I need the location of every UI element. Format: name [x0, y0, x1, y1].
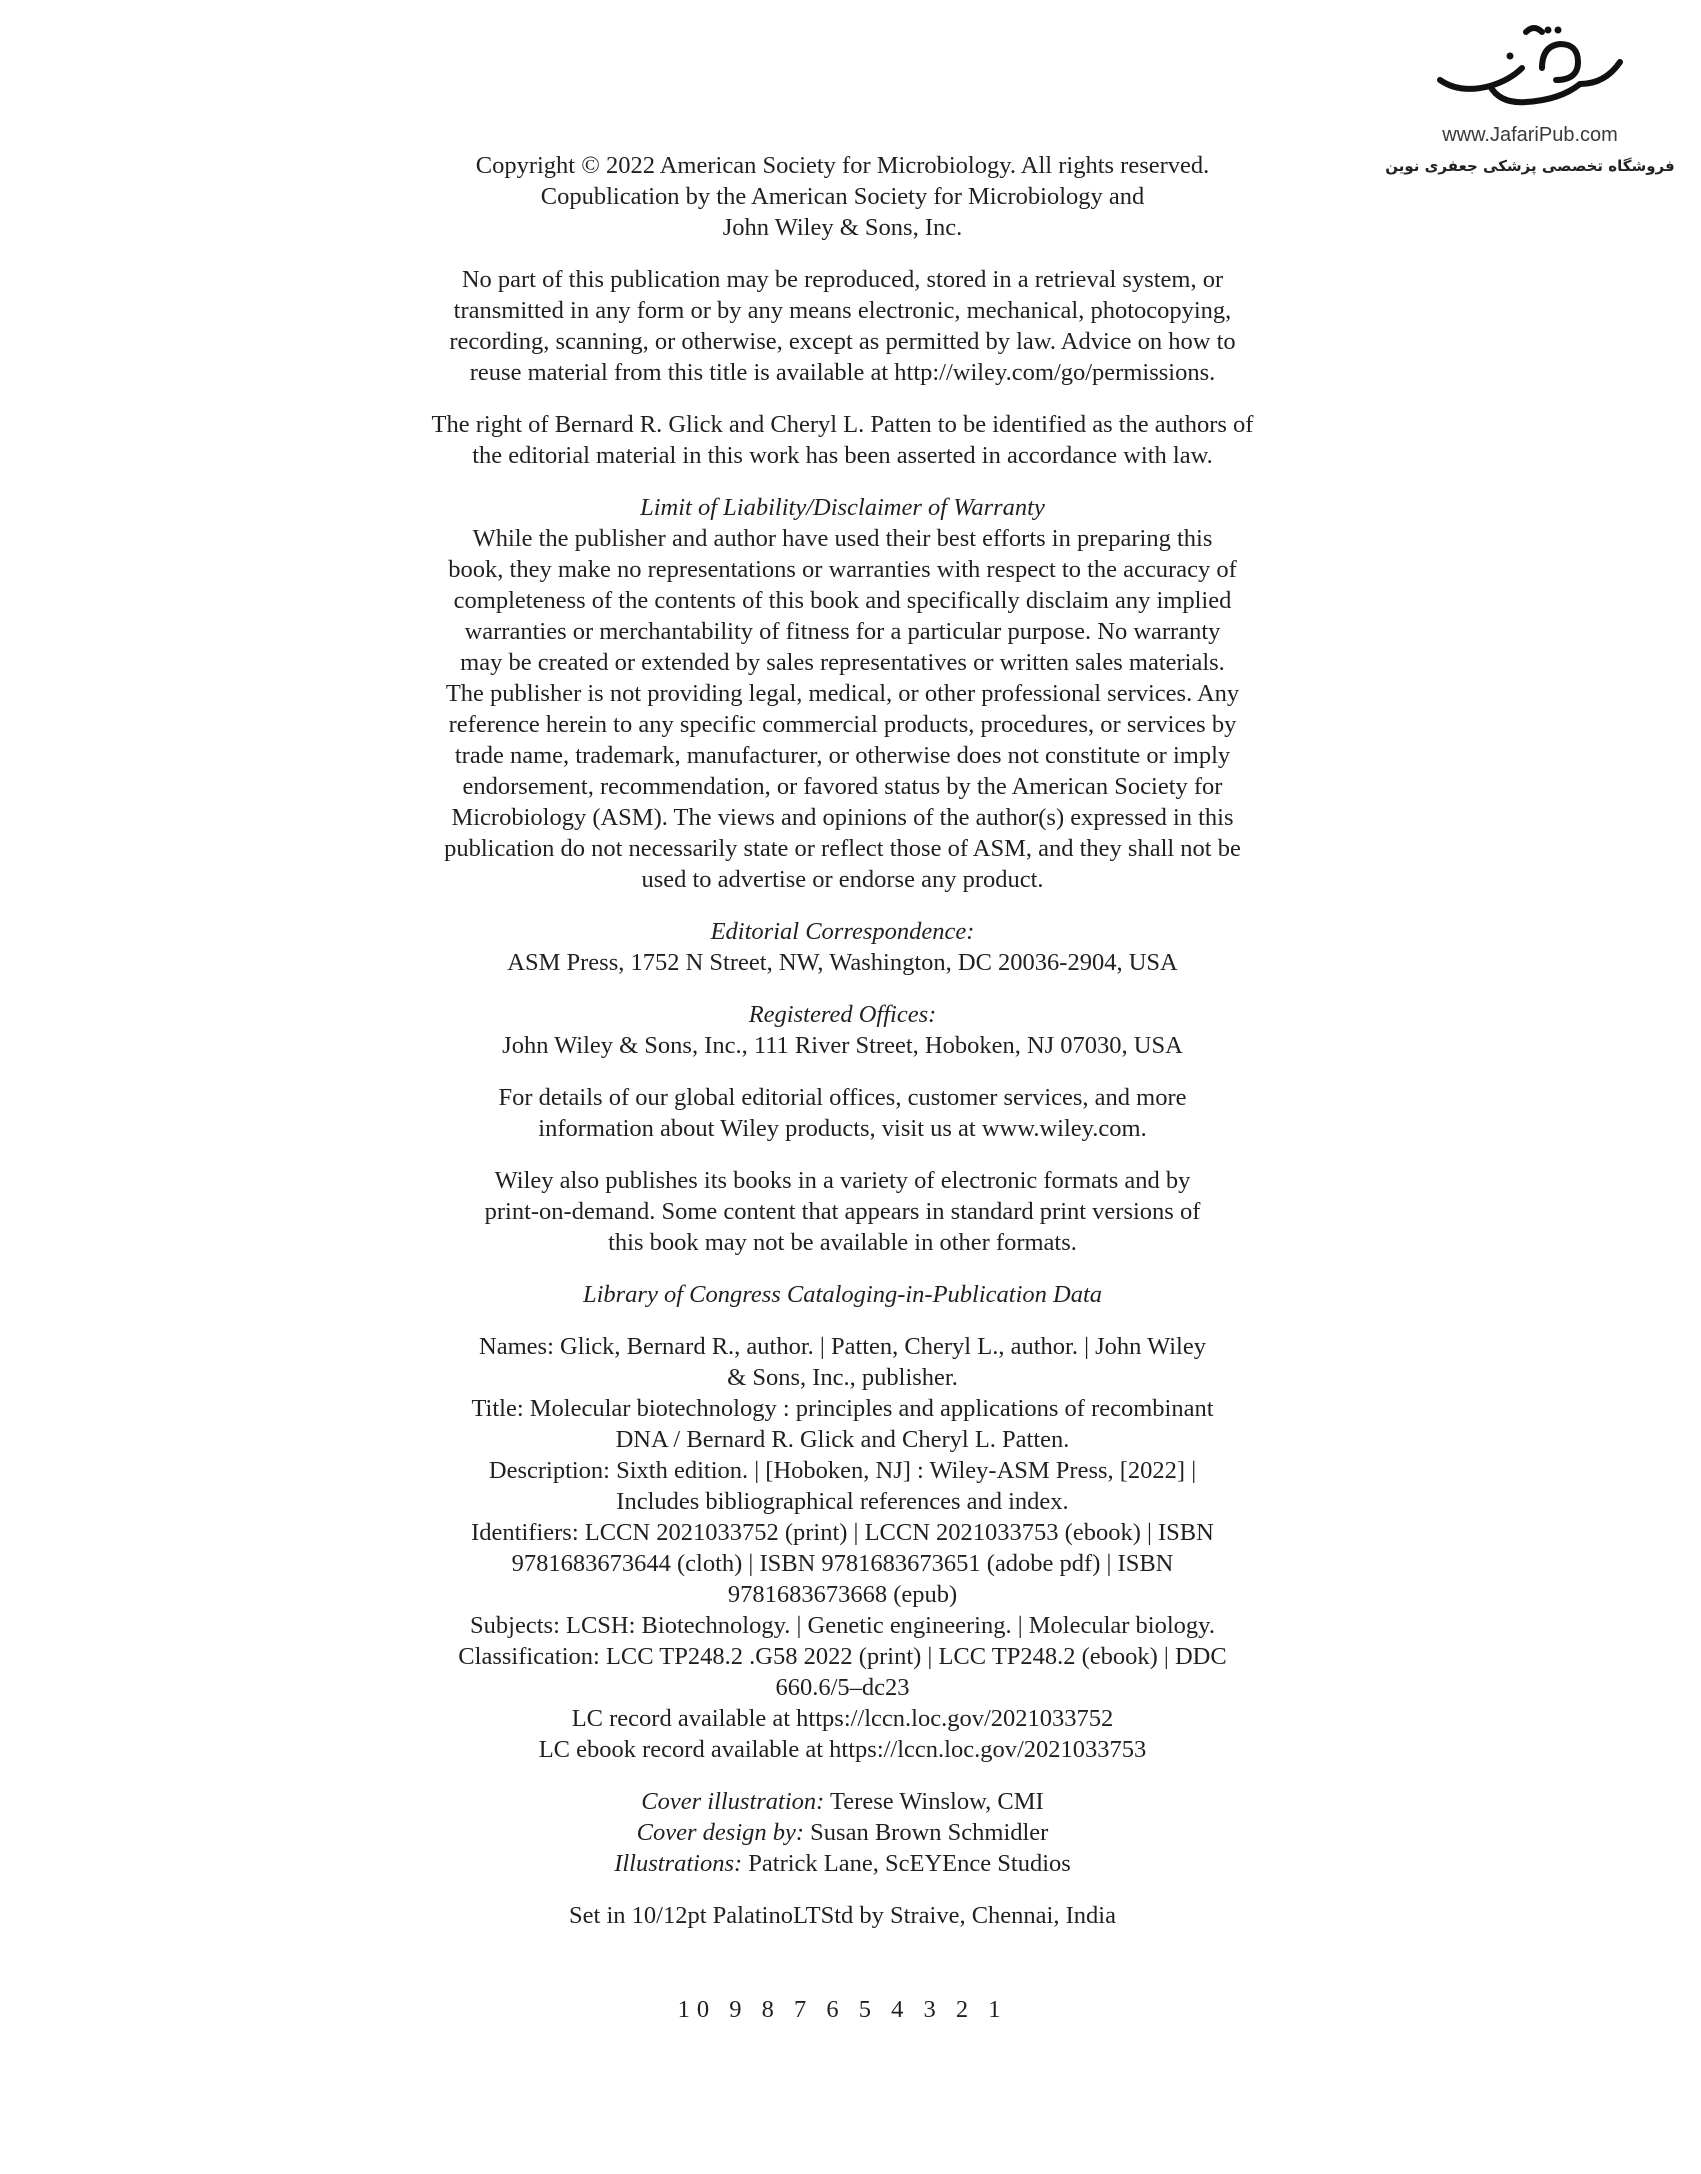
global-offices-line: For details of our global editorial offices, customer services, and more	[498, 1084, 1187, 1111]
authors-right-line: the editorial material in this work has been asserted in accordance with law.	[472, 442, 1213, 469]
cip-line: & Sons, Inc., publisher.	[727, 1364, 958, 1391]
cip-heading-block	[330, 1279, 1355, 1310]
credit-value: Patrick Lane, ScEYEnce Studios	[742, 1850, 1071, 1877]
formats-line: print-on-demand. Some content that appears in standard print versions of	[484, 1198, 1201, 1225]
disclaimer-line: Microbiology (ASM). The views and opinions of the author(s) expressed in this	[451, 804, 1234, 831]
cip-line: Subjects: LCSH: Biotechnology. | Genetic engineering. | Molecular biology.	[470, 1612, 1215, 1639]
copyright-line: John Wiley & Sons, Inc.	[722, 214, 963, 241]
typeset-notice	[330, 1900, 1355, 1931]
formats-line: this book may not be available in other formats.	[608, 1229, 1077, 1256]
credit-value: Susan Brown Schmidler	[804, 1819, 1049, 1846]
cip-line: Title: Molecular biotechnology : principles and applications of recombinant	[471, 1395, 1214, 1422]
credit-label: Cover design by:	[636, 1819, 805, 1846]
printing-numbers: 10 9 8 7 6 5 4 3 2 1	[677, 1996, 1008, 2023]
global-offices-line: information about Wiley products, visit us at www.wiley.com.	[538, 1115, 1147, 1142]
authors-right-line: The right of Bernard R. Glick and Cheryl L. Patten to be identified as the authors of	[431, 411, 1254, 438]
cip-line: Identifiers: LCCN 2021033752 (print) | LCCN 2021033753 (ebook) | ISBN	[471, 1519, 1214, 1546]
disclaimer-line: endorsement, recommendation, or favored status by the American Society for	[462, 773, 1223, 800]
disclaimer-section	[330, 492, 1355, 895]
credits	[330, 1786, 1355, 1879]
credit-cover-design	[330, 1817, 1355, 1848]
registered-offices	[330, 999, 1355, 1061]
copyright-page	[330, 150, 1355, 2046]
publisher-logo	[1385, 22, 1675, 175]
credit-label: Illustrations:	[614, 1850, 743, 1877]
reproduction-line: reuse material from this title is available at http://wiley.com/go/permissions.	[469, 359, 1216, 386]
logo-tagline: فروشگاه تخصصی پزشکی جعفری نوین	[1385, 157, 1675, 175]
disclaimer-line: trade name, trademark, manufacturer, or otherwise does not constitute or imply	[454, 742, 1231, 769]
formats-line: Wiley also publishes its books in a variety of electronic formats and by	[494, 1167, 1191, 1194]
jafari-logo-icon	[1430, 22, 1630, 122]
credit-illustrations	[330, 1848, 1355, 1879]
copyright-notice	[330, 150, 1355, 243]
cip-heading: Library of Congress Cataloging-in-Publication Data	[582, 1281, 1103, 1308]
global-offices-notice	[330, 1082, 1355, 1144]
cip-line: Includes bibliographical references and index.	[616, 1488, 1069, 1515]
cip-data	[330, 1331, 1355, 1765]
reproduction-line: transmitted in any form or by any means electronic, mechanical, photocopying,	[453, 297, 1232, 324]
credit-label: Cover illustration:	[641, 1788, 825, 1815]
authors-right-notice	[330, 409, 1355, 471]
credit-cover-illustration	[330, 1786, 1355, 1817]
disclaimer-line: reference herein to any specific commercial products, procedures, or services by	[448, 711, 1237, 738]
reproduction-notice	[330, 264, 1355, 388]
cip-line: 9781683673668 (epub)	[727, 1581, 958, 1608]
copyright-line: Copyright © 2022 American Society for Microbiology. All rights reserved.	[475, 152, 1210, 179]
editorial-heading: Editorial Correspondence:	[710, 918, 975, 945]
editorial-address: ASM Press, 1752 N Street, NW, Washington, DC 20036-2904, USA	[507, 949, 1178, 976]
cip-line: Names: Glick, Bernard R., author. | Patten, Cheryl L., author. | John Wiley	[479, 1333, 1206, 1360]
copyright-line: Copublication by the American Society for Microbiology and	[540, 183, 1145, 210]
disclaimer-line: may be created or extended by sales representatives or written sales materials.	[460, 649, 1225, 676]
reproduction-line: No part of this publication may be reproduced, stored in a retrieval system, or	[461, 266, 1224, 293]
disclaimer-line: used to advertise or endorse any product.	[641, 866, 1044, 893]
disclaimer-line: publication do not necessarily state or reflect those of ASM, and they shall not be	[444, 835, 1241, 862]
cip-line: 660.6/5–dc23	[775, 1674, 910, 1701]
disclaimer-line: completeness of the contents of this book and specifically disclaim any implied	[453, 587, 1232, 614]
cip-line: Classification: LCC TP248.2 .G58 2022 (print) | LCC TP248.2 (ebook) | DDC	[458, 1643, 1227, 1670]
disclaimer-line: book, they make no representations or warranties with respect to the accuracy of	[448, 556, 1237, 583]
typeset-line: Set in 10/12pt PalatinoLTStd by Straive, Chennai, India	[569, 1902, 1116, 1929]
editorial-correspondence	[330, 916, 1355, 978]
cip-line: Description: Sixth edition. | [Hoboken, NJ] : Wiley-ASM Press, [2022] |	[488, 1457, 1197, 1484]
reproduction-line: recording, scanning, or otherwise, except as permitted by law. Advice on how to	[449, 328, 1236, 355]
formats-notice	[330, 1165, 1355, 1258]
cip-line: LC ebook record available at https://lccn.loc.gov/2021033753	[538, 1736, 1147, 1763]
cip-line: DNA / Bernard R. Glick and Cheryl L. Patten.	[615, 1426, 1070, 1453]
cip-line: LC record available at https://lccn.loc.gov/2021033752	[571, 1705, 1114, 1732]
registered-heading: Registered Offices:	[748, 1001, 937, 1028]
logo-url: www.JafariPub.com	[1442, 124, 1618, 146]
cip-line: 9781683673644 (cloth) | ISBN 9781683673651 (adobe pdf) | ISBN	[511, 1550, 1174, 1577]
credit-value: Terese Winslow, CMI	[824, 1788, 1044, 1815]
disclaimer-line: While the publisher and author have used their best efforts in preparing this	[472, 525, 1213, 552]
disclaimer-line: The publisher is not providing legal, medical, or other professional services. Any	[445, 680, 1240, 707]
registered-address: John Wiley & Sons, Inc., 111 River Street, Hoboken, NJ 07030, USA	[502, 1032, 1183, 1059]
disclaimer-heading: Limit of Liability/Disclaimer of Warranty	[640, 494, 1045, 521]
disclaimer-line: warranties or merchantability of fitness for a particular purpose. No warranty	[464, 618, 1221, 645]
